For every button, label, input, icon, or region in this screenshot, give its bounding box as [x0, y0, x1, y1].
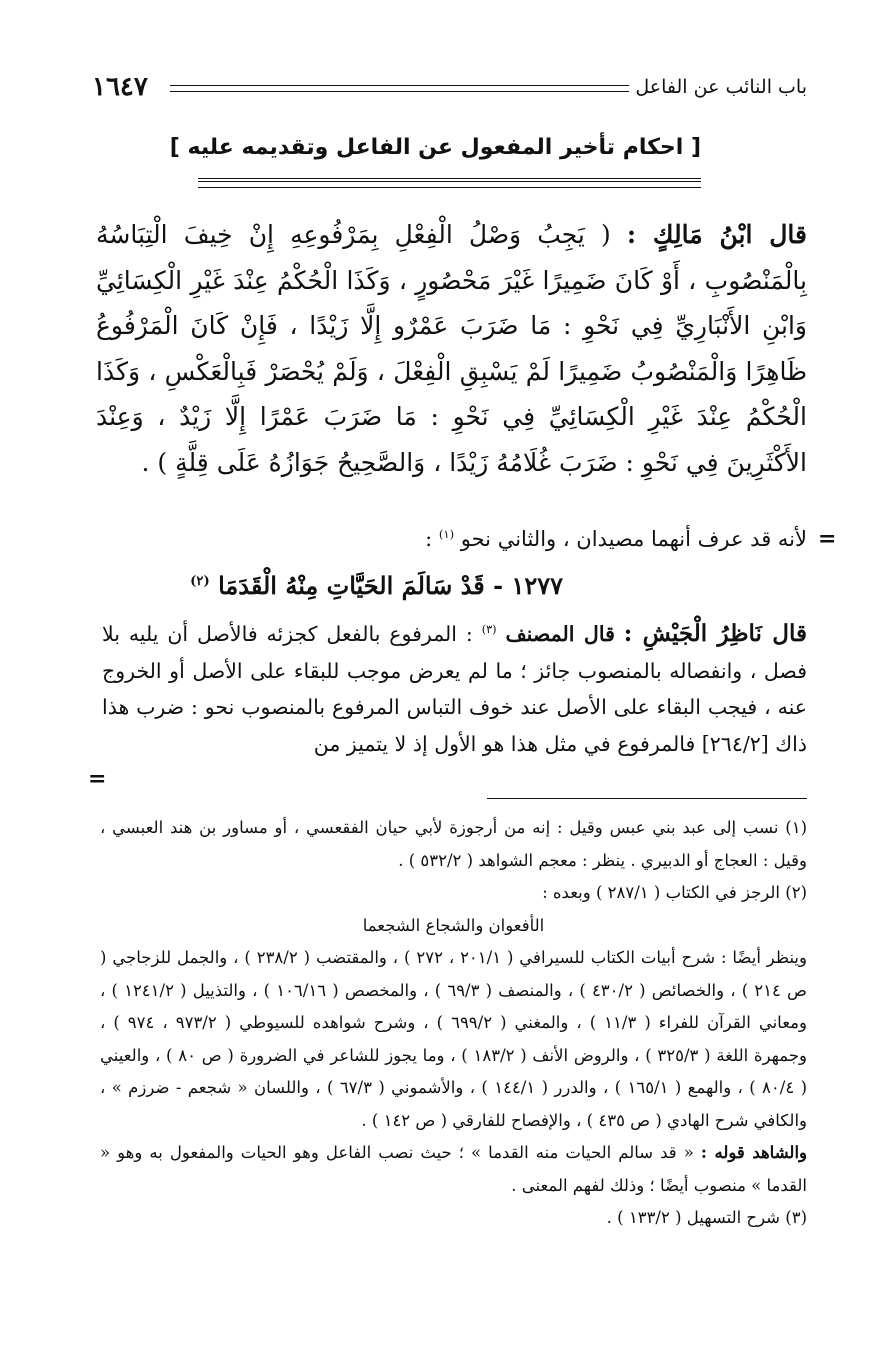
verse-number: ١٢٧٧ -	[493, 571, 563, 600]
intro-tail: :	[425, 527, 433, 551]
matn-author: قال ابْنُ مَالِكٍ :	[626, 220, 808, 249]
evidence-text: « قد سالم الحيات منه القدما » ؛ حيث نصب الفاعل وهو الحيات والمفعول به وهو « القدما » منصوب أيضًا ؛ وذلك لفهم المعنى .	[100, 1143, 807, 1195]
footnote-2-refs: وينظر أيضًا : شرح أبيات الكتاب للسيرافي ( ٢٠١/١ ، ٢٧٢ ) ، والمقتضب ( ٢٣٨/٢ ) ، والجمل للزجاجي ( ص ٢١٤ ) ، والخصائص ( ٤٣٠/٢ ) ، والمنصف ( ٦٩/٣ ) ، والمخصص ( ١٠٦/١٦ ) ، والتذييل ( ١٢٤١/٢ ) ، ومعاني القرآن للفراء ( ١١/٣ ) ، والمغني ( ٦٩٩/٢ ) ، وشرح شواهده للسيوطي ( ٩٧٣/٢ ، ٩٧٤ ) ، وجمهرة اللغة ( ٣٢٥/٣ ) ، والروض الأنف ( ١٨٣/٢ ) ، وما يجوز للشاعر في الضرورة ( ص ٨٠ ) ، والعيني ( ٨٠/٤ ) ، والهمع ( ١٦٥/١ ) ، والدرر ( ١٤٤/١ ) ، والأشموني ( ٦٧/٣ ) ، واللسان « شجعم - ضرزم » ، والكافي شرح الهادي ( ص ٤٣٥ ) ، والإفصاح للفارقي ( ص ١٤٢ ) .	[100, 948, 808, 1130]
footnote-3: (٣) شرح التسهيل ( ١٣٣/٢ ) .	[606, 1208, 807, 1227]
footnotes	[100, 812, 807, 1235]
footnote-rule	[487, 798, 807, 799]
evidence-label: والشاهد قوله :	[700, 1143, 808, 1162]
continuation-mark: =	[818, 526, 837, 552]
footnote-ref-1: (١)	[438, 527, 455, 541]
matn-text: ( يَجِبُ وَصْلُ الْفِعْلِ بِمَرْفُوعِهِ إِنْ خِيفَ الْتِبَاسُهُ بِالْمَنْصُوبِ ، أَوْ كَانَ ضَمِيرًا غَيْرَ مَحْصُورٍ ، وَكَذَا الْحُكْمُ عِنْدَ غَيْرِ الْكِسَائِيِّ وَابْنِ الأَنْبَارِيِّ فِي نَحْوِ : مَا ضَرَبَ عَمْرٌو إِلَّا زَيْدًا ، فَإِنْ كَانَ الْمَرْفُوعُ ظَاهِرًا وَالْمَنْصُوبُ ضَمِيرًا لَمْ يَسْبِقِ الْفِعْلَ ، وَلَمْ يُحْصَرْ فَبِالْعَكْسِ ، وَكَذَا الْحُكْمُ عِنْدَ غَيْرِ الْكِسَائِيِّ فِي نَحْوِ : مَا ضَرَبَ عَمْرًا إِلَّا زَيْدٌ ، وَعِنْدَ الأَكْثَرِينَ فِي نَحْوِ : ضَرَبَ غُلَامُهُ زَيْدًا ، وَالصَّحِيحُ جَوَازُهُ عَلَى قِلَّةٍ ) .	[96, 220, 807, 477]
footnote-ref-2: (٢)	[190, 574, 210, 589]
intro-line	[425, 527, 807, 551]
footnote-1: (١) نسب إلى عبد بني عبس وقيل : إنه من أرجوزة لأبي حيان الفقعسي ، أو مساور بن هند العبسي ، وقيل : العجاج أو الدبيري . ينظر : معجم الشواهد ( ٥٣٢/٢ ) .	[100, 818, 807, 870]
verse-line	[190, 571, 563, 600]
commentary-text: : المرفوع بالفعل كجزئه فالأصل أن يليه بلا فصل ، وانفصاله بالمنصوب جائز ؛ ما لم يعرض موجب للبقاء على الأصل أو الخروج عنه ، فيجب البقاء على الأصل عند خوف التباس المرفوع بالمنصوب نحو : ضرب هذا ذاك [٢٦٤/٢] فالمرفوع في مثل هذا هو الأول إذ لا يتميز من	[102, 622, 807, 756]
chapter-heading: [ احكام تأخير المفعول عن الفاعل وتقديمه عليه ]	[169, 135, 701, 160]
matn-paragraph	[96, 212, 807, 486]
verse-text: قَدْ سَالَمَ الحَيَّاتِ مِنْهُ الْقَدَمَا	[218, 571, 485, 600]
page-header	[92, 72, 807, 106]
footnote-2: (٢) الرجز في الكتاب ( ٢٨٧/١ ) وبعده :	[542, 883, 807, 902]
commentary-label: قال المصنف	[505, 622, 615, 646]
heading-rule	[198, 178, 701, 188]
footnote-ref-3: (٣)	[481, 623, 497, 637]
commentary-author: قال نَاظِرُ الْجَيْشِ :	[623, 620, 807, 647]
intro-text: لأنه قد عرف أنهما مصيدان ، والثاني نحو	[460, 527, 807, 551]
header-rule	[170, 85, 629, 92]
page-number: ١٦٤٧	[92, 72, 148, 102]
continuation-mark-end: =	[88, 766, 107, 792]
footnote-2-evidence	[100, 1137, 807, 1202]
footnote-2-verse: الأفعوان والشجاع الشجعما	[362, 915, 545, 935]
commentary-paragraph	[102, 616, 807, 762]
running-title: باب النائب عن الفاعل	[635, 76, 807, 98]
